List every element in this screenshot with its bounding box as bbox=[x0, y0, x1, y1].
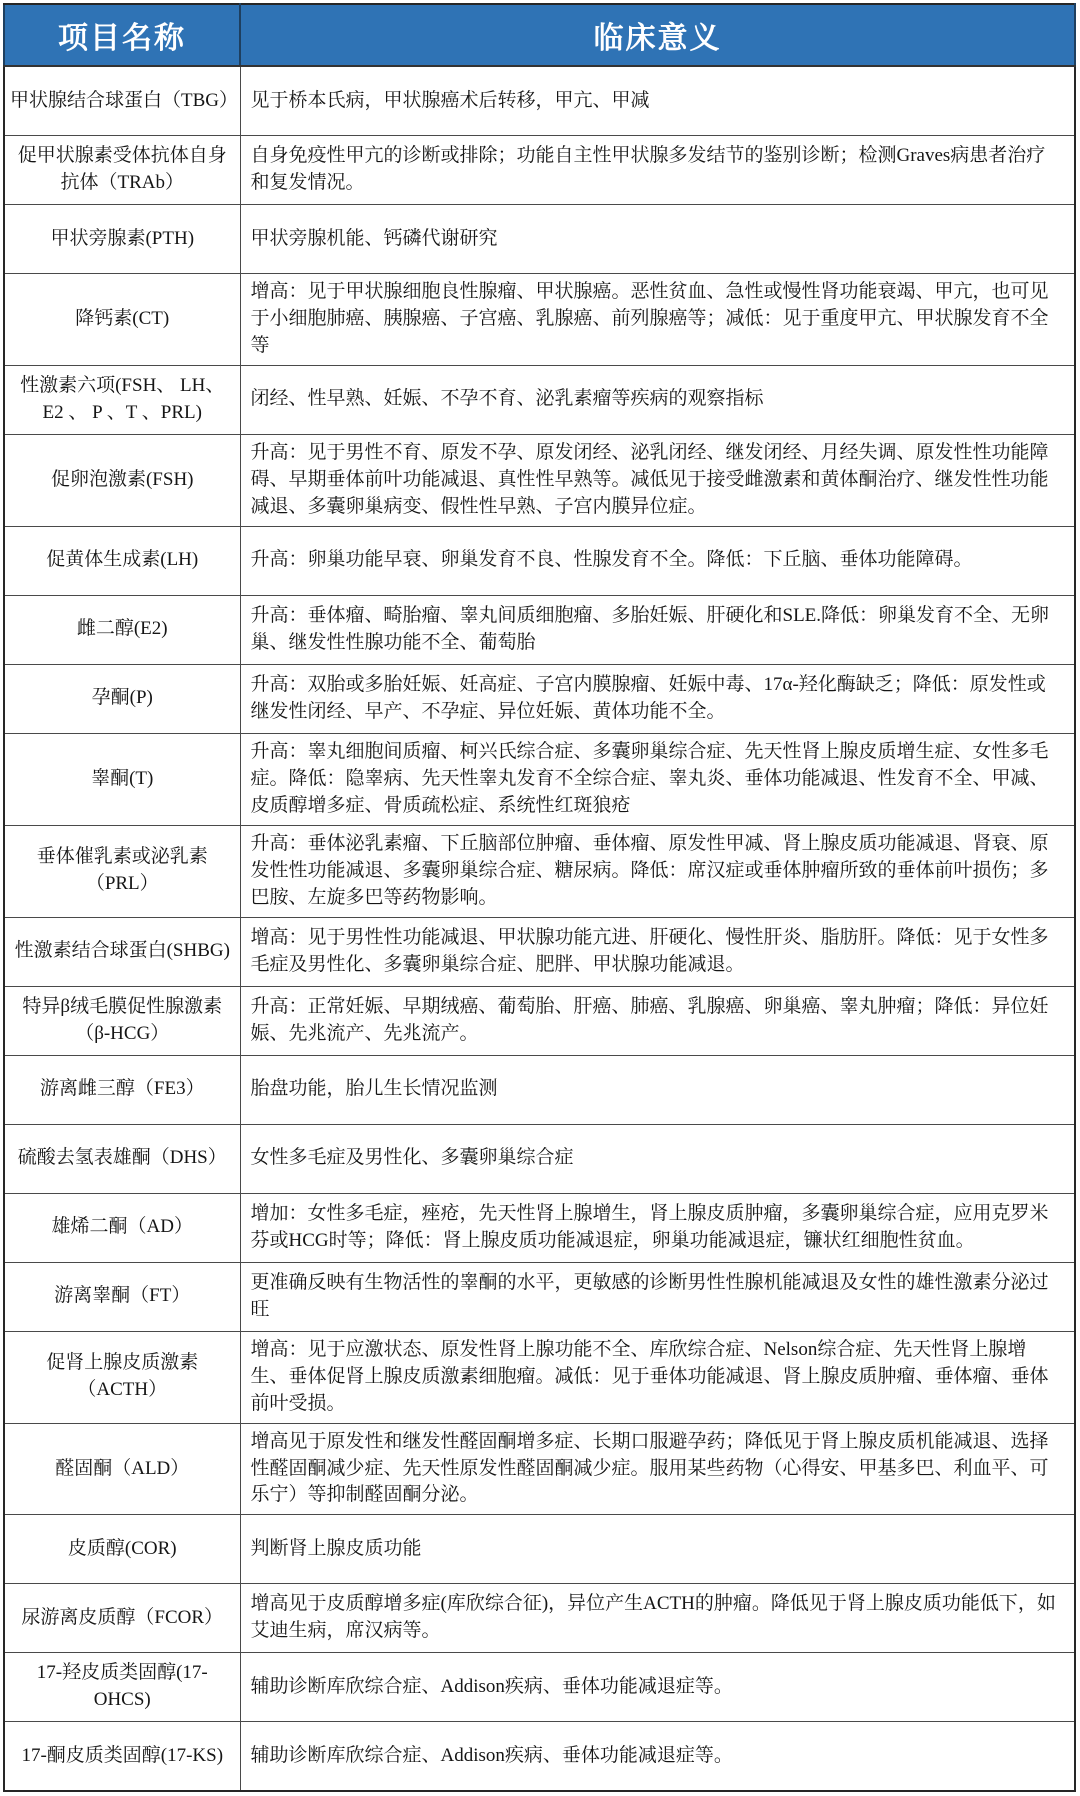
clinical-significance-cell: 增高：见于男性性功能减退、甲状腺功能亢进、肝硬化、慢性肝炎、脂肪肝。降低：见于女性多毛症及男性化、多囊卵巢综合症、肥胖、甲状腺功能减退。 bbox=[240, 917, 1075, 986]
table-row bbox=[4, 365, 1075, 434]
test-name-cell: 雌二醇(E2) bbox=[4, 595, 240, 664]
clinical-significance-cell: 闭经、性早熟、妊娠、不孕不育、泌乳素瘤等疾病的观察指标 bbox=[240, 365, 1075, 434]
table-row bbox=[4, 1331, 1075, 1423]
table-row bbox=[4, 274, 1075, 366]
clinical-significance-cell: 增加：女性多毛症，痤疮，先天性肾上腺增生，肾上腺皮质肿瘤，多囊卵巢综合症，应用克罗米芬或HCG时等；降低：肾上腺皮质功能减退症，卵巢功能减退症，镰状红细胞性贫血。 bbox=[240, 1193, 1075, 1262]
column-header-clinical-significance: 临床意义 bbox=[240, 4, 1075, 66]
test-name-cell: 游离睾酮（FT） bbox=[4, 1262, 240, 1331]
test-name-cell: 垂体催乳素或泌乳素（PRL） bbox=[4, 825, 240, 917]
test-name-cell: 尿游离皮质醇（FCOR） bbox=[4, 1584, 240, 1653]
clinical-significance-cell: 辅助诊断库欣综合症、Addison疾病、垂体功能减退症等。 bbox=[240, 1653, 1075, 1722]
table-header bbox=[4, 4, 1075, 66]
test-name-cell: 性激素六项(FSH、 LH、 E2 、 P 、T 、PRL) bbox=[4, 365, 240, 434]
clinical-significance-cell: 判断肾上腺皮质功能 bbox=[240, 1515, 1075, 1584]
table-row bbox=[4, 1722, 1075, 1792]
clinical-significance-cell: 升高：垂体泌乳素瘤、下丘脑部位肿瘤、垂体瘤、原发性甲减、肾上腺皮质功能减退、肾衰、原发性性功能减退、多囊卵巢综合症、糖尿病。降低：席汉症或垂体肿瘤所致的垂体前叶损伤；多巴胺、左旋多巴等药物影响。 bbox=[240, 825, 1075, 917]
clinical-significance-cell: 增高见于原发性和继发性醛固酮增多症、长期口服避孕药；降低见于肾上腺皮质机能减退、选择性醛固酮减少症、先天性原发性醛固酮减少症。服用某些药物（心得安、甲基多巴、利血平、可乐宁）等抑制醛固酮分泌。 bbox=[240, 1423, 1075, 1515]
clinical-significance-cell: 升高：正常妊娠、早期绒癌、葡萄胎、肝癌、肺癌、乳腺癌、卵巢癌、睾丸肿瘤；降低：异位妊娠、先兆流产、先兆流产。 bbox=[240, 986, 1075, 1055]
table-row bbox=[4, 1515, 1075, 1584]
table-row bbox=[4, 66, 1075, 136]
table-row bbox=[4, 1423, 1075, 1515]
clinical-significance-cell: 见于桥本氏病，甲状腺癌术后转移，甲亢、甲减 bbox=[240, 66, 1075, 136]
lab-test-significance-table bbox=[3, 3, 1076, 1792]
table-row bbox=[4, 136, 1075, 205]
table-row bbox=[4, 595, 1075, 664]
test-name-cell: 降钙素(CT) bbox=[4, 274, 240, 366]
table-row bbox=[4, 434, 1075, 526]
table-row bbox=[4, 1193, 1075, 1262]
clinical-significance-cell: 自身免疫性甲亢的诊断或排除；功能自主性甲状腺多发结节的鉴别诊断；检测Graves病患者治疗和复发情况。 bbox=[240, 136, 1075, 205]
test-name-cell: 雄烯二酮（AD） bbox=[4, 1193, 240, 1262]
table-row bbox=[4, 733, 1075, 825]
test-name-cell: 皮质醇(COR) bbox=[4, 1515, 240, 1584]
clinical-significance-cell: 增高：见于应激状态、原发性肾上腺功能不全、库欣综合症、Nelson综合症、先天性肾上腺增生、垂体促肾上腺皮质激素细胞瘤。减低：见于垂体功能减退、肾上腺皮质肿瘤、垂体瘤、垂体前叶受损。 bbox=[240, 1331, 1075, 1423]
table-row bbox=[4, 1653, 1075, 1722]
test-name-cell: 促卵泡激素(FSH) bbox=[4, 434, 240, 526]
clinical-significance-cell: 更准确反映有生物活性的睾酮的水平，更敏感的诊断男性性腺机能减退及女性的雄性激素分泌过旺 bbox=[240, 1262, 1075, 1331]
clinical-significance-cell: 甲状旁腺机能、钙磷代谢研究 bbox=[240, 205, 1075, 274]
test-name-cell: 促肾上腺皮质激素（ACTH） bbox=[4, 1331, 240, 1423]
table-row bbox=[4, 986, 1075, 1055]
table-row bbox=[4, 1262, 1075, 1331]
clinical-significance-cell: 女性多毛症及男性化、多囊卵巢综合症 bbox=[240, 1124, 1075, 1193]
clinical-significance-cell: 升高：睾丸细胞间质瘤、柯兴氏综合症、多囊卵巢综合症、先天性肾上腺皮质增生症、女性多毛症。降低：隐睾病、先天性睾丸发育不全综合症、睾丸炎、垂体功能减退、性发育不全、甲减、皮质醇增多症、骨质疏松症、系统性红斑狼疮 bbox=[240, 733, 1075, 825]
table-row bbox=[4, 526, 1075, 595]
test-name-cell: 甲状腺结合球蛋白（TBG） bbox=[4, 66, 240, 136]
test-name-cell: 特异β绒毛膜促性腺激素（β-HCG） bbox=[4, 986, 240, 1055]
clinical-significance-cell: 升高：见于男性不育、原发不孕、原发闭经、泌乳闭经、继发闭经、月经失调、原发性性功能障碍、早期垂体前叶功能减退、真性性早熟等。减低见于接受雌激素和黄体酮治疗、继发性性功能减退、多囊卵巢病变、假性性早熟、子宫内膜异位症。 bbox=[240, 434, 1075, 526]
test-name-cell: 醛固酮（ALD） bbox=[4, 1423, 240, 1515]
test-name-cell: 睾酮(T) bbox=[4, 733, 240, 825]
clinical-significance-cell: 升高：双胎或多胎妊娠、妊高症、子宫内膜腺瘤、妊娠中毒、17α-羟化酶缺乏；降低：原发性或继发性闭经、早产、不孕症、异位妊娠、黄体功能不全。 bbox=[240, 664, 1075, 733]
table-row bbox=[4, 205, 1075, 274]
column-header-item-name: 项目名称 bbox=[4, 4, 240, 66]
test-name-cell: 硫酸去氢表雄酮（DHS） bbox=[4, 1124, 240, 1193]
table-row bbox=[4, 825, 1075, 917]
clinical-significance-cell: 胎盘功能，胎儿生长情况监测 bbox=[240, 1055, 1075, 1124]
clinical-significance-cell: 增高见于皮质醇增多症(库欣综合征)，异位产生ACTH的肿瘤。降低见于肾上腺皮质功能低下，如艾迪生病，席汉病等。 bbox=[240, 1584, 1075, 1653]
test-name-cell: 游离雌三醇（FE3） bbox=[4, 1055, 240, 1124]
clinical-significance-cell: 增高：见于甲状腺细胞良性腺瘤、甲状腺癌。恶性贫血、急性或慢性肾功能衰竭、甲亢，也可见于小细胞肺癌、胰腺癌、子宫癌、乳腺癌、前列腺癌等；减低：见于重度甲亢、甲状腺发育不全等 bbox=[240, 274, 1075, 366]
test-name-cell: 促甲状腺素受体抗体自身抗体（TRAb） bbox=[4, 136, 240, 205]
table-row bbox=[4, 1584, 1075, 1653]
table-body bbox=[4, 66, 1075, 1791]
test-name-cell: 促黄体生成素(LH) bbox=[4, 526, 240, 595]
test-name-cell: 性激素结合球蛋白(SHBG) bbox=[4, 917, 240, 986]
test-name-cell: 17-羟皮质类固醇(17-OHCS) bbox=[4, 1653, 240, 1722]
table-row bbox=[4, 664, 1075, 733]
table-row bbox=[4, 917, 1075, 986]
table-header-row bbox=[4, 4, 1075, 66]
clinical-significance-cell: 升高：卵巢功能早衰、卵巢发育不良、性腺发育不全。降低：下丘脑、垂体功能障碍。 bbox=[240, 526, 1075, 595]
table-row bbox=[4, 1055, 1075, 1124]
test-name-cell: 孕酮(P) bbox=[4, 664, 240, 733]
clinical-significance-cell: 升高：垂体瘤、畸胎瘤、睾丸间质细胞瘤、多胎妊娠、肝硬化和SLE.降低：卵巢发育不全、无卵巢、继发性性腺功能不全、葡萄胎 bbox=[240, 595, 1075, 664]
test-name-cell: 17-酮皮质类固醇(17-KS) bbox=[4, 1722, 240, 1792]
table-row bbox=[4, 1124, 1075, 1193]
test-name-cell: 甲状旁腺素(PTH) bbox=[4, 205, 240, 274]
clinical-significance-cell: 辅助诊断库欣综合症、Addison疾病、垂体功能减退症等。 bbox=[240, 1722, 1075, 1792]
